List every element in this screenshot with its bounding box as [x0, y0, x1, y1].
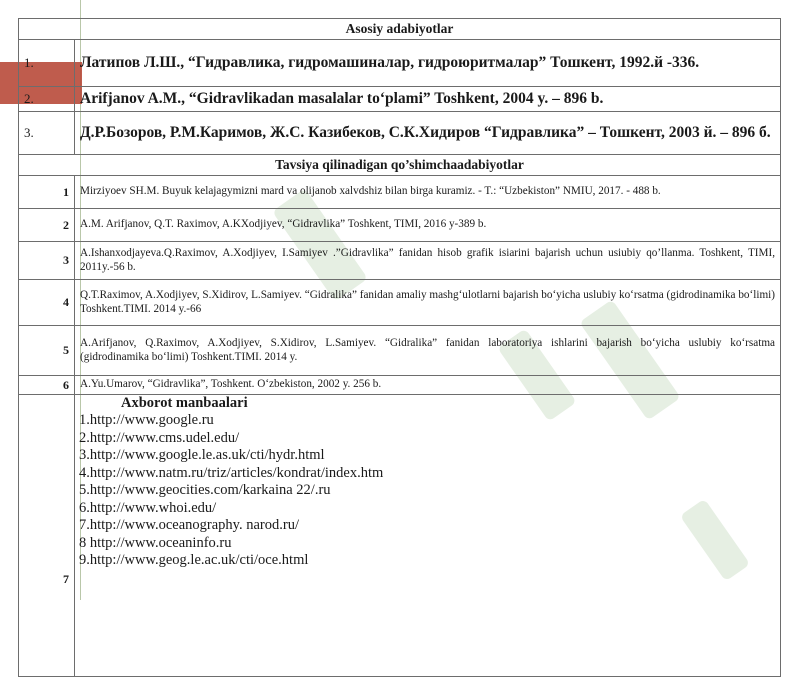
resources-number: 7	[19, 395, 75, 677]
sup-ref-text: Mirziyoev SH.M. Buyuk kelajagymizni mard va olijanob xalvdshiz bilan birga kuramiz. - T.: “Uzbekiston” NMIU, 2017. - 488 b.	[75, 176, 781, 209]
sup-ref-number: 6	[19, 376, 75, 395]
main-ref-number: 3.	[19, 112, 75, 155]
main-literature-header: Asosiy adabiyotlar	[19, 19, 781, 40]
sup-ref-text: A.Yu.Umarov, “Gidravlika”, Toshkent. O‘zbekiston, 2002 y. 256 b.	[75, 376, 781, 395]
resource-link[interactable]: 7.http://www.oceanography. narod.ru/	[79, 517, 299, 534]
resource-link[interactable]: 4.http://www.natm.ru/triz/articles/kondrat/index.htm	[79, 464, 384, 481]
resources-link-list	[79, 412, 776, 570]
resources-cell	[75, 395, 781, 677]
resource-link[interactable]: 3.http://www.google.le.as.uk/cti/hydr.html	[79, 447, 325, 464]
main-ref-text: Arifjanov A.M., “Gidravlikadan masalalar to‘plami” Toshkent, 2004 y. – 896 b.	[75, 87, 781, 112]
sup-ref-number: 2	[19, 209, 75, 242]
main-ref-number: 1.	[19, 40, 75, 87]
resource-link[interactable]: 6.http://www.whoi.edu/	[79, 499, 217, 516]
resource-link[interactable]: 5.http://www.geocities.com/karkaina 22/.ru	[79, 482, 331, 499]
resource-link[interactable]: 8 http://www.oceaninfo.ru	[79, 534, 232, 551]
resource-link[interactable]: 2.http://www.cms.udel.edu/	[79, 429, 240, 446]
main-ref-number: 2.	[19, 87, 75, 112]
sup-ref-text: A.Ishanxodjayeva.Q.Raximov, A.Xodjiyev, I.Samiyev .”Gidravlika” fanidan hisob grafik isiarini bajarish uchun usiubiy qo’llanma. Toshkent, TIMI, 2011y.-56 b.	[75, 242, 781, 280]
main-ref-row	[19, 40, 781, 87]
sup-ref-number: 4	[19, 280, 75, 326]
bibliography-table	[18, 18, 781, 677]
main-ref-row	[19, 112, 781, 155]
sup-ref-row	[19, 326, 781, 376]
sup-ref-row	[19, 280, 781, 326]
resources-row	[19, 395, 781, 677]
sup-ref-number: 3	[19, 242, 75, 280]
sup-ref-text: Q.T.Raximov, A.Xodjiyev, S.Xidirov, L.Samiyev. “Gidralika” fanidan amaliy mashg‘ulotlarni bajarish bo‘yicha uslubiy ko‘rsatma (gidrodinamika bo‘limi) Toshkent.TIMI. 2014 y.-66	[75, 280, 781, 326]
resource-link[interactable]: 9.http://www.geog.le.ac.uk/cti/oce.html	[79, 552, 309, 569]
main-ref-text: Латипов Л.Ш., “Гидравлика, гидромашиналар, гидроюритмалар” Тошкент, 1992.й -336.	[75, 40, 781, 87]
resources-title: Axborot manbaalari	[121, 395, 248, 411]
resource-link[interactable]: 1.http://www.google.ru	[79, 412, 214, 429]
sup-ref-row	[19, 376, 781, 395]
main-ref-row	[19, 87, 781, 112]
sup-ref-number: 1	[19, 176, 75, 209]
main-ref-text: Д.Р.Бозоров, Р.М.Каримов, Ж.С. Казибеков, С.К.Хидиров “Гидравлика” – Тошкент, 2003 й. – 896 б.	[75, 112, 781, 155]
supplementary-literature-header: Tavsiya qilinadigan qo’shimchaadabiyotlar	[19, 155, 781, 176]
sup-ref-number: 5	[19, 326, 75, 376]
sup-ref-text: A.Arifjanov, Q.Raximov, A.Xodjiyev, S.Xidirov, L.Samiyev. “Gidralika” fanidan laboratoriya ishlarini bajarish bo‘yicha uslubiy ko‘rsatma (gidrodinamika bo‘limi) Toshkent.TIMI. 2014 y.	[75, 326, 781, 376]
main-literature-header-row	[19, 19, 781, 40]
sup-ref-row	[19, 176, 781, 209]
sup-ref-row	[19, 209, 781, 242]
supplementary-literature-header-row	[19, 155, 781, 176]
sup-ref-text: A.M. Arifjanov, Q.T. Raximov, A.KXodjiyev, “Gidravlika” Toshkent, TIMI, 2016 y-389 b.	[75, 209, 781, 242]
sup-ref-row	[19, 242, 781, 280]
